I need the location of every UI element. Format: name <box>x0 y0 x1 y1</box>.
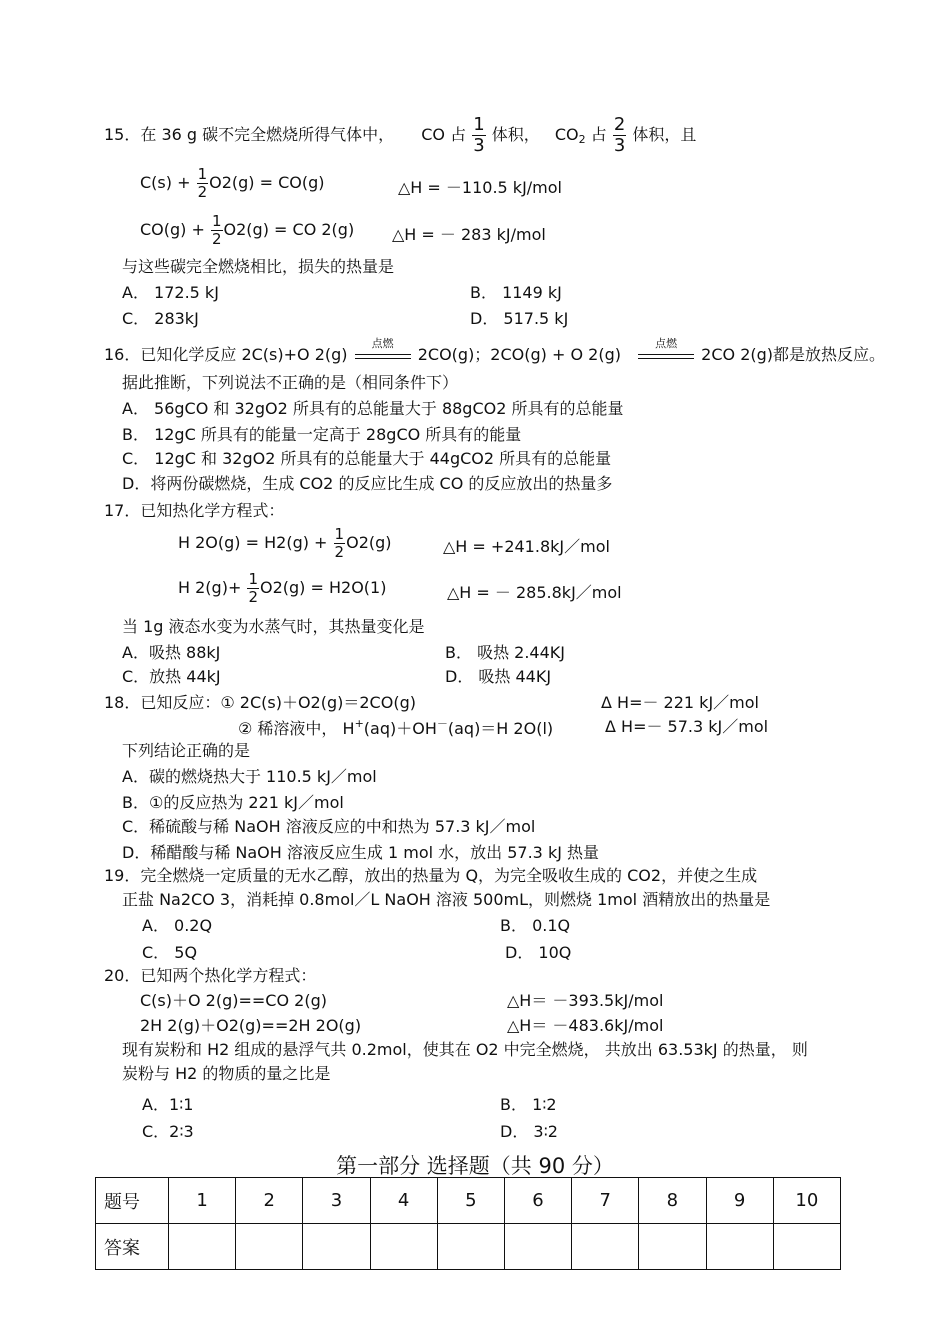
question-number-cell: 9 <box>706 1178 773 1224</box>
q17-dh-2: △H = － 285.8kJ／mol <box>447 583 622 602</box>
q18-stem: 18．已知反应：① 2C(s)＋O2(g)＝2CO(g) <box>104 693 416 712</box>
question-number-cell: 6 <box>504 1178 571 1224</box>
question-number-cell: 4 <box>370 1178 437 1224</box>
answer-cell[interactable] <box>773 1224 840 1270</box>
q20-option-c: C．2∶3 <box>142 1122 194 1141</box>
q19-option-a: A． 0.2Q <box>142 916 213 935</box>
answer-cell[interactable] <box>639 1224 706 1270</box>
q15-dh-2: △H = － 283 kJ/mol <box>392 225 546 244</box>
q16-option-b: B． 12gC 所具有的能量一定高于 28gCO 所具有的能量 <box>122 425 522 444</box>
q20-dh-2: △H＝ －483.6kJ/mol <box>507 1016 664 1035</box>
q18-reaction-2: ② 稀溶液中， H+(aq)＋OH－(aq)＝H 2O(l) <box>238 717 554 738</box>
fraction-two-thirds: $\frac{2}{3}$ <box>613 114 626 156</box>
q15-equation-2: CO(g) + $\frac{1}{2}$ O2(g) = CO 2(g) <box>140 212 355 248</box>
q16-stem: 16．已知化学反应 2C(s)+O 2(g) 点燃 2CO(g)；2CO(g) + O 2(g) 点燃 2CO 2(g)都是放热反应。 <box>104 336 886 364</box>
q17-option-c: C．放热 44kJ <box>122 667 221 686</box>
q15-option-a: A． 172.5 kJ <box>122 283 219 302</box>
answer-table <box>95 1177 841 1270</box>
question-number-cell: 7 <box>572 1178 639 1224</box>
table-header-cell: 答案 <box>96 1224 169 1270</box>
q20-option-d: D． 3∶2 <box>500 1122 558 1141</box>
q15-option-d: D． 517.5 kJ <box>470 309 569 328</box>
answer-cell[interactable] <box>303 1224 370 1270</box>
q16-stem-2: 据此推断，下列说法不正确的是（相同条件下） <box>122 373 459 392</box>
q19-option-d: D． 10Q <box>505 943 572 962</box>
question-number-cell: 2 <box>236 1178 303 1224</box>
q19-stem-2: 正盐 Na2CO 3，消耗掉 0.8mol／L NaOH 溶液 500mL，则燃烧 1mol 酒精放出的热量是 <box>122 890 771 909</box>
q17-equation-2: H 2(g)+ $\frac{1}{2}$ O2(g) = H2O(1) <box>178 570 387 606</box>
q20-stem-3: 炭粉与 H2 的物质的量之比是 <box>122 1064 331 1083</box>
q16-option-a: A． 56gCO 和 32gO2 所具有的总能量大于 88gCO2 所具有的总能量 <box>122 399 624 418</box>
answer-cell[interactable] <box>504 1224 571 1270</box>
q17-option-a: A．吸热 88kJ <box>122 643 221 662</box>
q20-option-b: B． 1∶2 <box>500 1095 557 1114</box>
section-title: 第一部分 选择题（共 90 分） <box>336 1154 614 1178</box>
q15-stem: 15．在 36 g 碳不完全燃烧所得气体中， CO 占 $\frac{1}{3}$ 体积， $CO_2$ 占 $\frac{2}{3}$ 体积，且 <box>104 114 697 156</box>
answer-cell[interactable] <box>169 1224 236 1270</box>
q18-option-b: B．①的反应热为 221 kJ／mol <box>122 793 344 812</box>
answer-cell[interactable] <box>370 1224 437 1270</box>
answer-cell[interactable] <box>236 1224 303 1270</box>
question-number-cell: 5 <box>437 1178 504 1224</box>
table-header-cell: 题号 <box>96 1178 169 1224</box>
q20-stem-2: 现有炭粉和 H2 组成的悬浮气共 0.2mol，使其在 O2 中完全燃烧， 共放出 63.53kJ 的热量， 则 <box>122 1040 808 1059</box>
q18-dh-1: Δ H=－ 221 kJ／mol <box>601 693 759 712</box>
q17-option-b: B． 吸热 2.44KJ <box>445 643 565 662</box>
q20-equation-1: C(s)＋O 2(g)==CO 2(g) <box>140 991 327 1010</box>
q19-option-c: C． 5Q <box>142 943 198 962</box>
q15-dh-1: △H = －110.5 kJ/mol <box>398 178 563 197</box>
q16-option-d: D．将两份碳燃烧，生成 CO2 的反应比生成 CO 的反应放出的热量多 <box>122 474 613 493</box>
q18-option-d: D．稀醋酸与稀 NaOH 溶液反应生成 1 mol 水，放出 57.3 kJ 热量 <box>122 843 600 862</box>
ignition-arrow: 点燃 <box>638 350 694 362</box>
question-number-cell: 10 <box>773 1178 840 1224</box>
question-number-cell: 8 <box>639 1178 706 1224</box>
table-row <box>96 1178 841 1224</box>
q19-option-b: B． 0.1Q <box>500 916 571 935</box>
q18-dh-2: Δ H=－ 57.3 kJ／mol <box>605 717 769 736</box>
ignition-arrow: 点燃 <box>355 350 411 362</box>
answer-cell[interactable] <box>706 1224 773 1270</box>
q18-option-c: C．稀硫酸与稀 NaOH 溶液反应的中和热为 57.3 kJ／mol <box>122 817 536 836</box>
answer-cell[interactable] <box>572 1224 639 1270</box>
q20-option-a: A．1∶1 <box>142 1095 194 1114</box>
q20-equation-2: 2H 2(g)＋O2(g)==2H 2O(g) <box>140 1016 362 1035</box>
q15-equation-1: C(s) + $\frac{1}{2}$ O2(g) = CO(g) <box>140 165 325 201</box>
q17-dh-1: △H = +241.8kJ／mol <box>443 537 610 556</box>
answer-cell[interactable] <box>437 1224 504 1270</box>
q20-dh-1: △H＝ －393.5kJ/mol <box>507 991 664 1010</box>
q15-option-c: C． 283kJ <box>122 309 199 328</box>
q19-stem-1: 19．完全燃烧一定质量的无水乙醇，放出的热量为 Q，为完全吸收生成的 CO2，并使之生成 <box>104 866 758 885</box>
q18-option-a: A．碳的燃烧热大于 110.5 kJ／mol <box>122 767 377 786</box>
q20-stem: 20．已知两个热化学方程式： <box>104 966 317 985</box>
q18-question: 下列结论正确的是 <box>122 741 251 760</box>
q17-question: 当 1g 液态水变为水蒸气时，其热量变化是 <box>122 617 425 636</box>
q17-option-d: D． 吸热 44KJ <box>445 667 552 686</box>
question-number-cell: 1 <box>169 1178 236 1224</box>
question-number-cell: 3 <box>303 1178 370 1224</box>
fraction-one-third: $\frac{1}{3}$ <box>473 114 485 156</box>
q15-question: 与这些碳完全燃烧相比，损失的热量是 <box>122 257 395 276</box>
q15-option-b: B． 1149 kJ <box>470 283 562 302</box>
table-row <box>96 1224 841 1270</box>
q17-equation-1: H 2O(g) = H2(g) + $\frac{1}{2}$ O2(g) <box>178 525 392 561</box>
q17-stem: 17．已知热化学方程式： <box>104 501 285 520</box>
q16-option-c: C． 12gC 和 32gO2 所具有的总能量大于 44gCO2 所具有的总能量 <box>122 449 612 468</box>
